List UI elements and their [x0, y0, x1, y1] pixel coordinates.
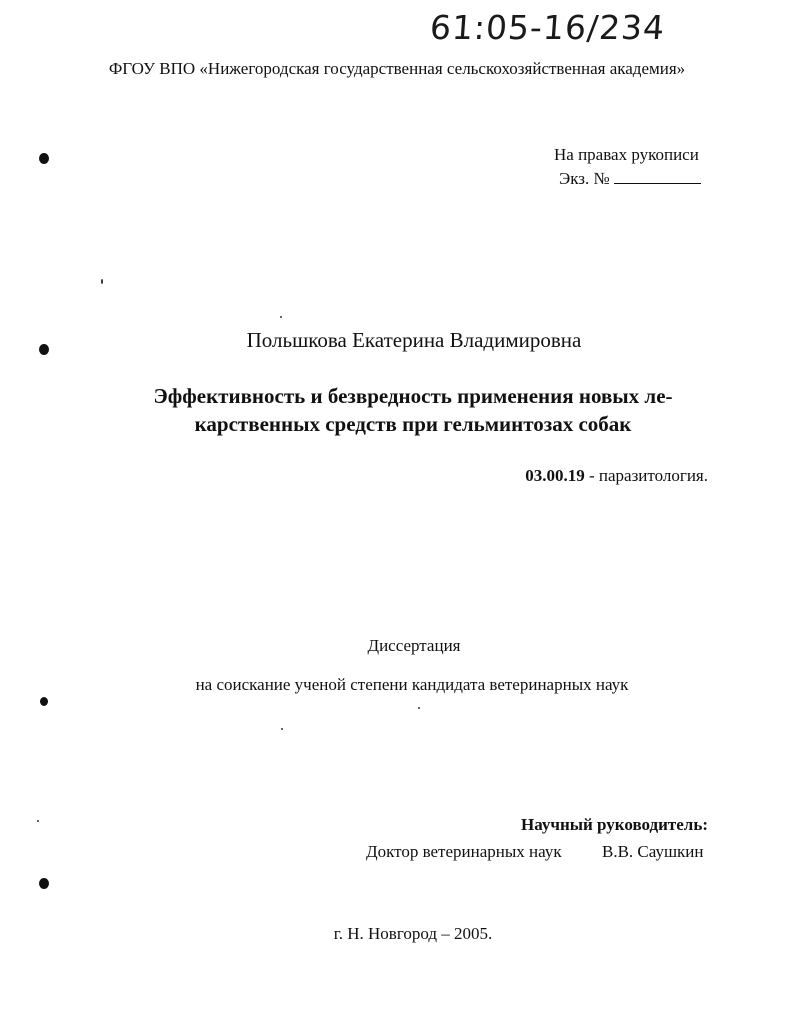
copy-number-line — [559, 167, 701, 191]
institution-name: ФГОУ ВПО «Нижегородская государственная сельскохозяйственная академия» — [108, 59, 686, 78]
scan-speck — [418, 707, 420, 709]
binder-hole-mark — [39, 153, 49, 164]
author-name: Польшкова Екатерина Владимировна — [246, 328, 582, 352]
city-and-year: г. Н. Новгород – 2005. — [333, 924, 493, 943]
title-line-2: карственных средств при гельминтозах собак — [194, 412, 632, 436]
document-type: Диссертация — [367, 636, 461, 655]
title-line-1: Эффективность и безвредность применения новых ле- — [153, 384, 673, 408]
scan-speck — [101, 279, 103, 284]
binder-hole-mark — [40, 697, 48, 706]
copy-number-label: Экз. № — [559, 169, 610, 188]
manuscript-rights-note: На правах рукописи — [554, 145, 699, 164]
scan-speck — [37, 820, 39, 822]
binder-hole-mark — [39, 344, 49, 355]
supervisor-label: Научный руководитель: — [521, 815, 708, 834]
supervisor-name: В.В. Саушкин — [602, 842, 704, 861]
copy-number-blank — [614, 167, 701, 184]
scan-speck — [280, 316, 282, 318]
handwritten-archive-code: 61:05-16/234 — [428, 8, 667, 47]
specialty-code: 03.00.19 — [525, 466, 585, 485]
scan-speck — [281, 728, 283, 730]
specialty-name: - паразитология. — [584, 466, 708, 485]
degree-sought: на соискание ученой степени кандидата ветеринарных наук — [195, 675, 629, 694]
dissertation-title — [120, 382, 706, 438]
specialty — [525, 466, 708, 486]
supervisor-title: Доктор ветеринарных наук — [366, 842, 562, 861]
binder-hole-mark — [39, 878, 49, 889]
